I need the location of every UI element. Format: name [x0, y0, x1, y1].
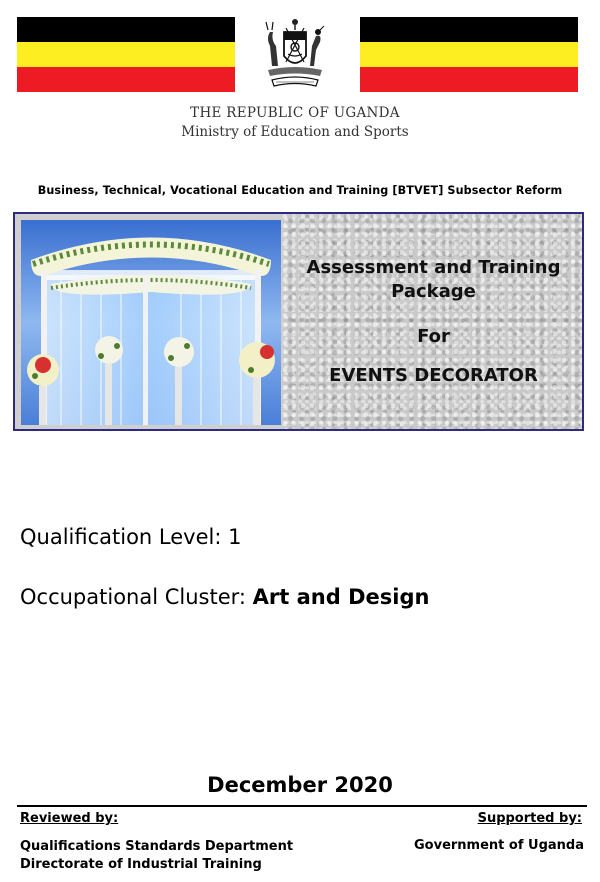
cluster-label: Occupational Cluster: — [20, 585, 246, 609]
event-decoration-photo — [21, 220, 281, 425]
country-name: THE REPUBLIC OF UGANDA — [190, 105, 400, 121]
supported-by-label: Supported by: — [477, 811, 582, 826]
reviewed-by-label: Reviewed by: — [20, 811, 119, 826]
for-label: For — [417, 326, 450, 347]
reviewer — [20, 838, 293, 874]
supporter: Government of Uganda — [414, 838, 584, 853]
occupation-title: EVENTS DECORATOR — [329, 365, 538, 386]
title-banner — [13, 212, 584, 431]
coat-of-arms-icon — [258, 16, 332, 94]
package-title — [283, 256, 584, 304]
package-title-line1: Assessment and Training — [306, 257, 561, 278]
reviewer-line1: Qualifications Standards Department — [20, 839, 294, 854]
textured-background — [283, 214, 584, 429]
ministry-name: Ministry of Education and Sports — [181, 124, 409, 140]
uganda-flag-left — [17, 17, 235, 92]
cluster-value: Art and Design — [252, 585, 430, 609]
reform-title: Business, Technical, Vocational Education and Training [BTVET] Subsector Reform — [37, 184, 563, 197]
footer-divider — [17, 805, 587, 807]
qualification-value: 1 — [228, 525, 242, 549]
package-title-line2: Package — [391, 281, 476, 302]
qualification-level — [20, 525, 242, 549]
uganda-flag-right — [360, 17, 578, 92]
reviewer-line2: Directorate of Industrial Training — [20, 857, 262, 872]
occupational-cluster — [20, 585, 429, 609]
qualification-label: Qualification Level: — [20, 525, 222, 549]
publication-date: December 2020 — [207, 773, 393, 797]
